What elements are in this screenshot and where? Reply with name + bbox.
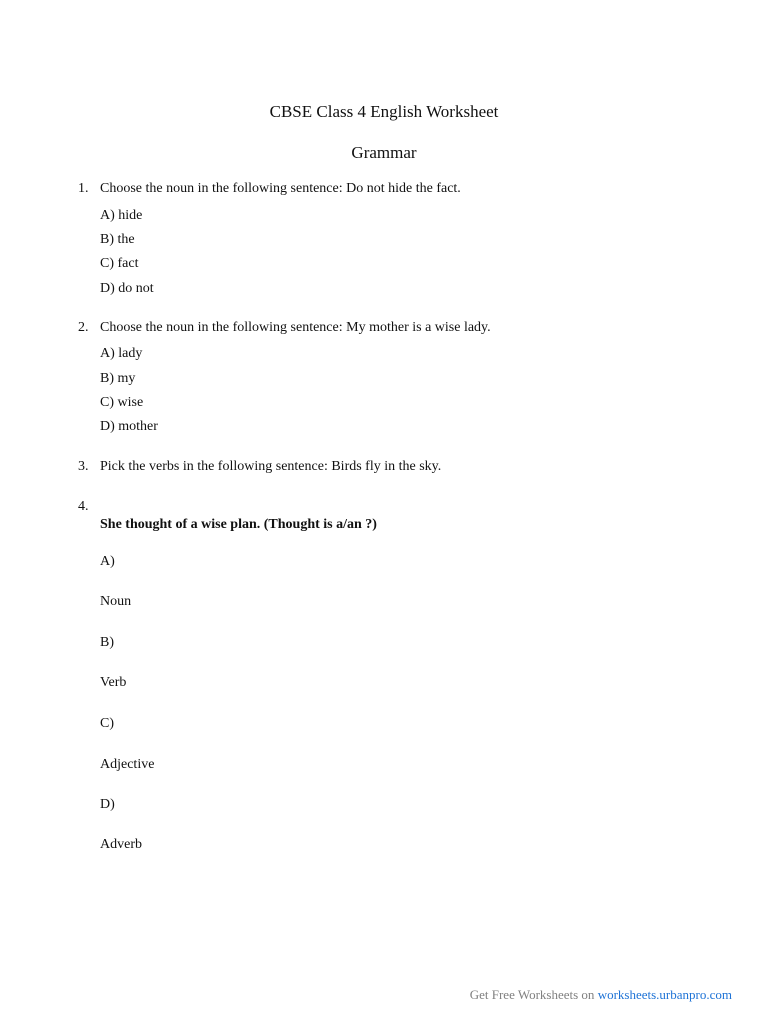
question-4-option-d-text: Adverb xyxy=(100,837,142,852)
question-4-option-a-text: Noun xyxy=(100,594,132,609)
question-4-option-a-label: A) xyxy=(100,554,115,569)
question-3-number: 3. xyxy=(78,459,89,474)
question-1-text: Choose the noun in the following sentence: Do not hide the fact. xyxy=(100,181,461,196)
question-1-number: 1. xyxy=(78,181,89,196)
footer xyxy=(470,987,732,1003)
question-4-option-d-label: D) xyxy=(100,797,115,812)
question-1-option-a: A) hide xyxy=(100,208,143,223)
question-4-option-b-text: Verb xyxy=(100,675,127,690)
question-2-option-c: C) wise xyxy=(100,395,144,410)
question-2-option-b: B) my xyxy=(100,371,136,386)
footer-prefix: Get Free Worksheets on xyxy=(469,987,598,1002)
worksheet-title: CBSE Class 4 English Worksheet xyxy=(269,102,499,121)
question-4-option-c-text: Adjective xyxy=(100,757,155,772)
question-3-text: Pick the verbs in the following sentence: Birds fly in the sky. xyxy=(100,459,442,474)
question-1-option-d: D) do not xyxy=(100,281,154,296)
question-4-text: She thought of a wise plan. (Thought is a/an ?) xyxy=(100,517,377,532)
question-4-option-c-label: C) xyxy=(100,716,114,731)
question-2-text: Choose the noun in the following sentence: My mother is a wise lady. xyxy=(100,320,491,335)
question-1-option-c: C) fact xyxy=(100,256,139,271)
question-2-option-d: D) mother xyxy=(100,419,158,434)
question-1-option-b: B) the xyxy=(100,232,135,247)
question-4-option-b-label: B) xyxy=(100,635,114,650)
question-2-number: 2. xyxy=(78,320,89,335)
footer-link[interactable]: worksheets.urbanpro.com xyxy=(597,987,732,1002)
worksheet-subtitle: Grammar xyxy=(351,143,417,162)
question-4-number: 4. xyxy=(78,499,89,514)
question-2-option-a: A) lady xyxy=(100,346,143,361)
